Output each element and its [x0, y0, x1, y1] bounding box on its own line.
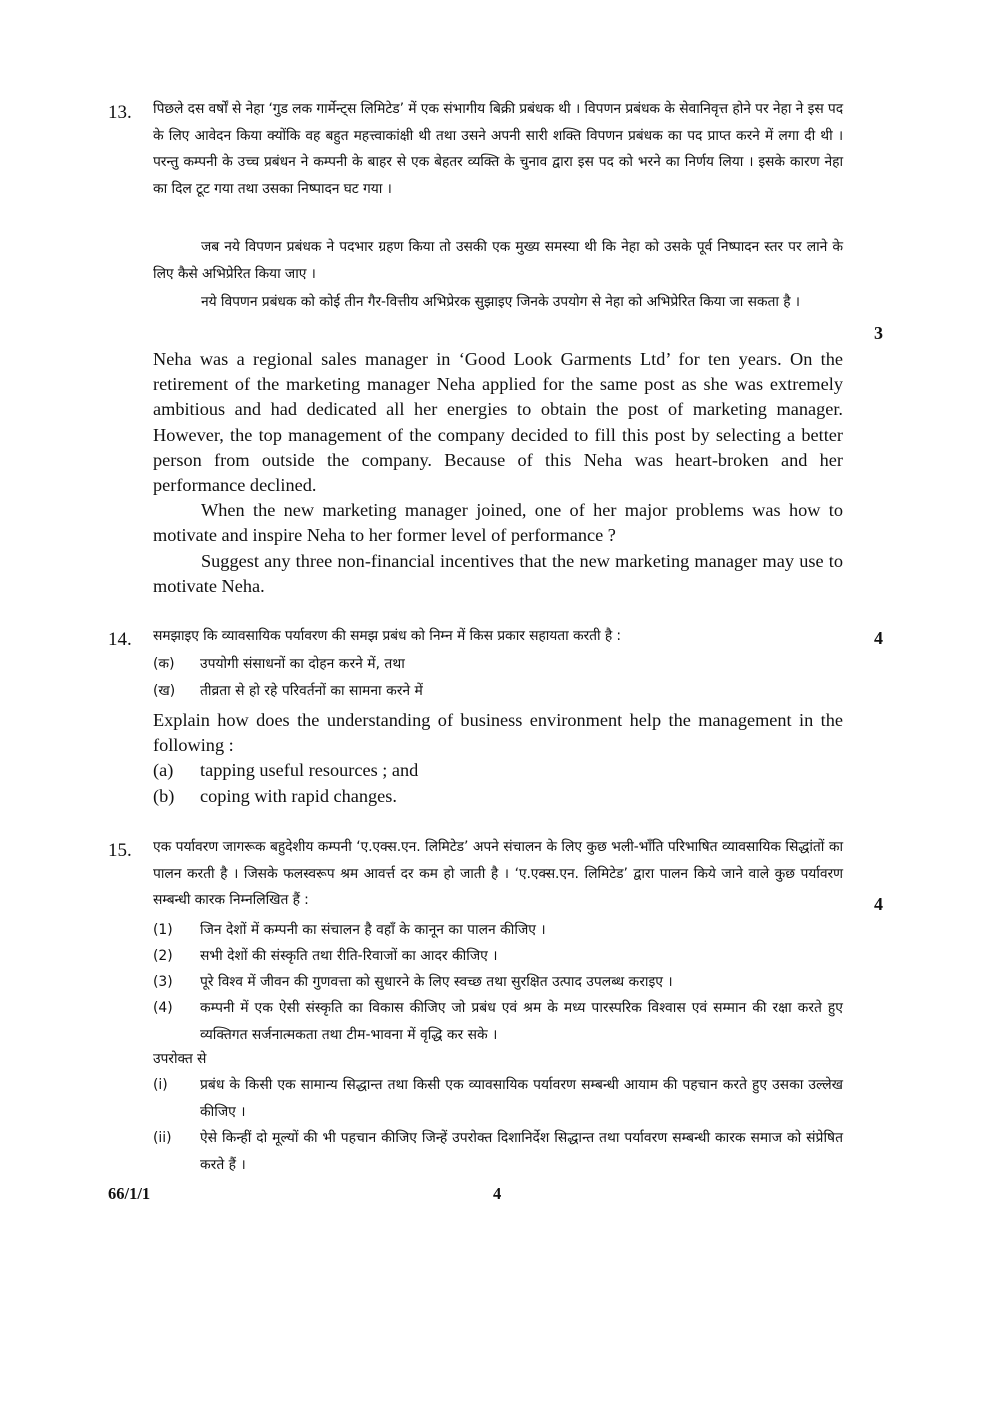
- option-text: coping with rapid changes.: [200, 786, 397, 806]
- paper-code: 66/1/1: [108, 1184, 151, 1203]
- english-paragraph-3: Suggest any three non-financial incentives that the new marketing manager may use to motivate Neha.: [153, 551, 843, 597]
- sub-question-text: प्रबंध के किसी एक सामान्य सिद्धान्त तथा किसी एक व्यावसायिक पर्यावरण सम्बन्धी आयाम की पहचान करते हुए उसका उल्लेख कीजिए ।: [200, 1077, 843, 1120]
- marks-label: 3: [874, 323, 883, 343]
- option-text: उपयोगी संसाधनों का दोहन करने में, तथा: [200, 656, 405, 672]
- sub-question-label: (ii): [153, 1130, 172, 1146]
- factor-text: कम्पनी में एक ऐसी संस्कृति का विकास कीजिए जो प्रबंध एवं श्रम के मध्य पारस्परिक विश्वास एवं सम्मान की रक्षा करते हुए व्यक्तिगत सर्जनात्मकता तथा टीम-भावना में वृद्धि कर सके ।: [200, 1000, 843, 1043]
- option-text: tapping useful resources ; and: [200, 760, 419, 780]
- option-label: (ख): [153, 683, 176, 699]
- hindi-paragraph-2: जब नये विपणन प्रबंधक ने पदभार ग्रहण किया तो उसकी एक मुख्य समस्या थी कि नेहा को उसके पूर्व निष्पादन स्तर पर लाने के लिए कैसे अभिप्रेरित किया जाए ।: [153, 239, 843, 282]
- hindi-paragraph-3: नये विपणन प्रबंधक को कोई तीन गैर-वित्तीय अभिप्रेरक सुझाइए जिनके उपयोग से नेहा को अभिप्रेरित किया जा सकता है ।: [201, 294, 800, 310]
- hindi-stem: समझाइए कि व्यावसायिक पर्यावरण की समझ प्रबंध को निम्न में किस प्रकार सहायता करती है :: [153, 628, 622, 644]
- option-label: (b): [153, 786, 175, 806]
- factor-text: पूरे विश्व में जीवन की गुणवत्ता को सुधारने के लिए स्वच्छ तथा सुरक्षित उत्पाद उपलब्ध कराइए ।: [200, 974, 673, 990]
- question-number: 13.: [108, 102, 132, 123]
- option-label: (a): [153, 760, 174, 780]
- factor-text: सभी देशों की संस्कृति तथा रीति-रिवाजों का आदर कीजिए ।: [200, 948, 498, 964]
- hindi-stem: एक पर्यावरण जागरूक बहुदेशीय कम्पनी ‘ए.एक्स.एन. लिमिटेड’ अपने संचालन के लिए कुछ भली-भाँति परिभाषित व्यावसायिक सिद्धांतों का पालन करती है । जिसके फलस्वरूप श्रम आवर्त्त दर कम हो जाती है । ‘ए.एक्स.एन. लिमिटेड’ द्वारा पालन किये जाने वाले कुछ पर्यावरण सम्बन्धी कारक निम्नलिखित हैं :: [153, 839, 843, 908]
- hindi-paragraph-1: पिछले दस वर्षों से नेहा ‘गुड लक गार्मेन्ट्स लिमिटेड’ में एक संभागीय बिक्री प्रबंधक थी । विपणन प्रबंधक के सेवानिवृत्त होने पर नेहा ने इस पद के लिए आवेदन किया क्योंकि वह बहुत महत्त्वाकांक्षी थी तथा उसने अपनी सारी शक्ति विपणन प्रबंधक का पद प्राप्त करने में लगा दी थी । परन्तु कम्पनी के उच्च प्रबंधन ने कम्पनी के बाहर से एक बेहतर व्यक्ति के चुनाव द्वारा इस पद को भरने का निर्णय लिया । इसके कारण नेहा का दिल टूट गया तथा उसका निष्पादन घट गया ।: [153, 101, 843, 197]
- from-above-label: उपरोक्त से: [153, 1051, 207, 1067]
- english-stem: Explain how does the understanding of business environment help the management in the following :: [153, 710, 843, 756]
- sub-question-label: (i): [153, 1077, 168, 1093]
- factor-label: (3): [153, 974, 173, 990]
- factor-label: (1): [153, 922, 173, 938]
- option-text: तीव्रता से हो रहे परिवर्तनों का सामना करने में: [200, 683, 423, 699]
- english-paragraph-1: Neha was a regional sales manager in ‘Good Look Garments Ltd’ for ten years. On the retirement of the marketing manager Neha applied for the same post as she was extremely ambitious and had dedicated all her energies to obtain the post of marketing manager. However, the top management of the company decided to fill this post by selecting a better person from outside the company. Because of this Neha was heart-broken and her performance declined.: [153, 349, 843, 496]
- sub-question-text: ऐसे किन्हीं दो मूल्यों की भी पहचान कीजिए जिन्हें उपरोक्त दिशानिर्देश सिद्धान्त तथा पर्यावरण सम्बन्धी कारक समाज को संप्रेषित करते हैं ।: [200, 1130, 843, 1173]
- marks-label: 4: [874, 628, 883, 648]
- factor-text: जिन देशों में कम्पनी का संचालन है वहाँ के कानून का पालन कीजिए ।: [200, 922, 546, 938]
- factor-label: (2): [153, 948, 173, 964]
- page-number: 4: [493, 1184, 502, 1203]
- factor-label: (4): [153, 1000, 173, 1016]
- option-label: (क): [153, 656, 175, 672]
- english-paragraph-2: When the new marketing manager joined, one of her major problems was how to motivate and inspire Neha to her former level of performance ?: [153, 500, 843, 546]
- question-number: 14.: [108, 629, 132, 650]
- question-number: 15.: [108, 840, 132, 861]
- marks-label: 4: [874, 894, 883, 914]
